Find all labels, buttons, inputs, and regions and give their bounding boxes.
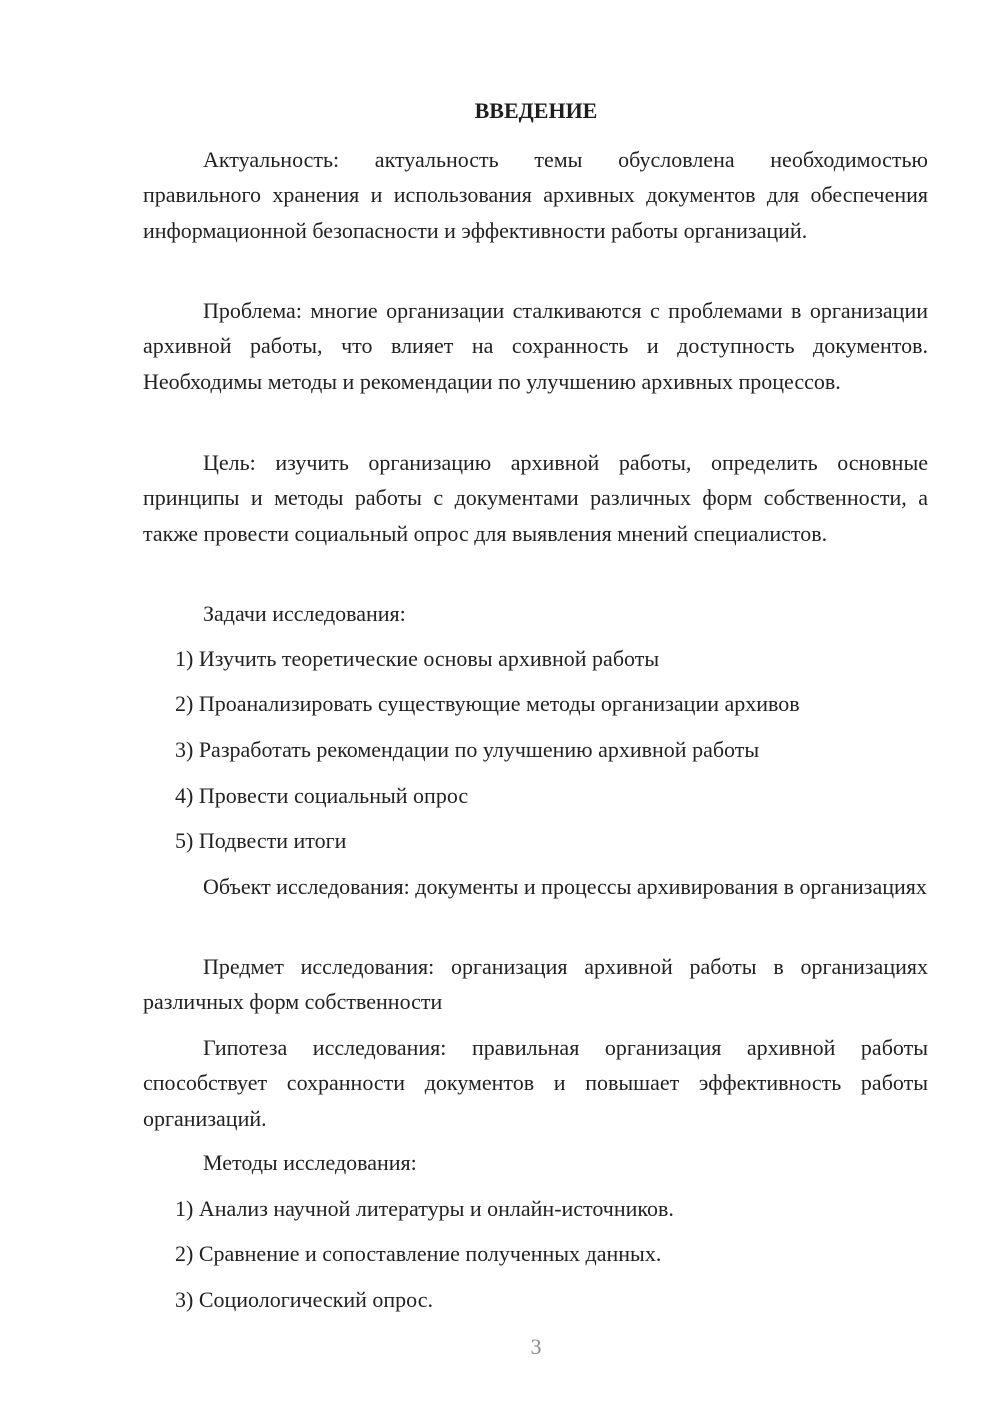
methods-heading: Методы исследования: (203, 1150, 417, 1175)
page-number: 3 (530, 1334, 542, 1359)
paragraph-problem: Проблема: многие организации сталкиваются с проблемами в организации архивной работы, что влияет на сохранность и доступность документов. Необходимы методы и рекомендации по улучшению архивных процессов. (143, 298, 928, 394)
paragraph-goal: Цель: изучить организацию архивной работы, определить основные принципы и методы работы с документами различных форм собственности, а также провести социальный опрос для выявления мнений специалистов. (143, 450, 928, 546)
paragraph-subject: Предмет исследования: организация архивной работы в организациях различных форм собственности (143, 954, 928, 1015)
method-item-1: 1) Анализ научной литературы и онлайн-источников. (175, 1196, 674, 1221)
task-item-3: 3) Разработать рекомендации по улучшению архивной работы (175, 737, 760, 762)
task-item-5: 5) Подвести итоги (175, 828, 347, 853)
method-item-2: 2) Сравнение и сопоставление полученных данных. (175, 1241, 662, 1266)
task-item-1: 1) Изучить теоретические основы архивной работы (175, 646, 660, 671)
paragraph-relevance: Актуальность: актуальность темы обусловлена необходимостью правильного хранения и использования архивных документов для обеспечения информационной безопасности и эффективности работы организаций. (143, 147, 928, 243)
paragraph-object: Объект исследования: документы и процессы архивирования в организациях (203, 874, 927, 899)
method-item-3: 3) Социологический опрос. (175, 1287, 433, 1312)
paragraph-hypothesis: Гипотеза исследования: правильная организация архивной работы способствует сохранности документов и повышает эффективность работы организаций. (143, 1035, 928, 1131)
tasks-heading: Задачи исследования: (203, 601, 406, 626)
page-title: ВВЕДЕНИЕ (474, 98, 598, 123)
task-item-4: 4) Провести социальный опрос (175, 783, 469, 808)
task-item-2: 2) Проанализировать существующие методы организации архивов (175, 691, 800, 716)
